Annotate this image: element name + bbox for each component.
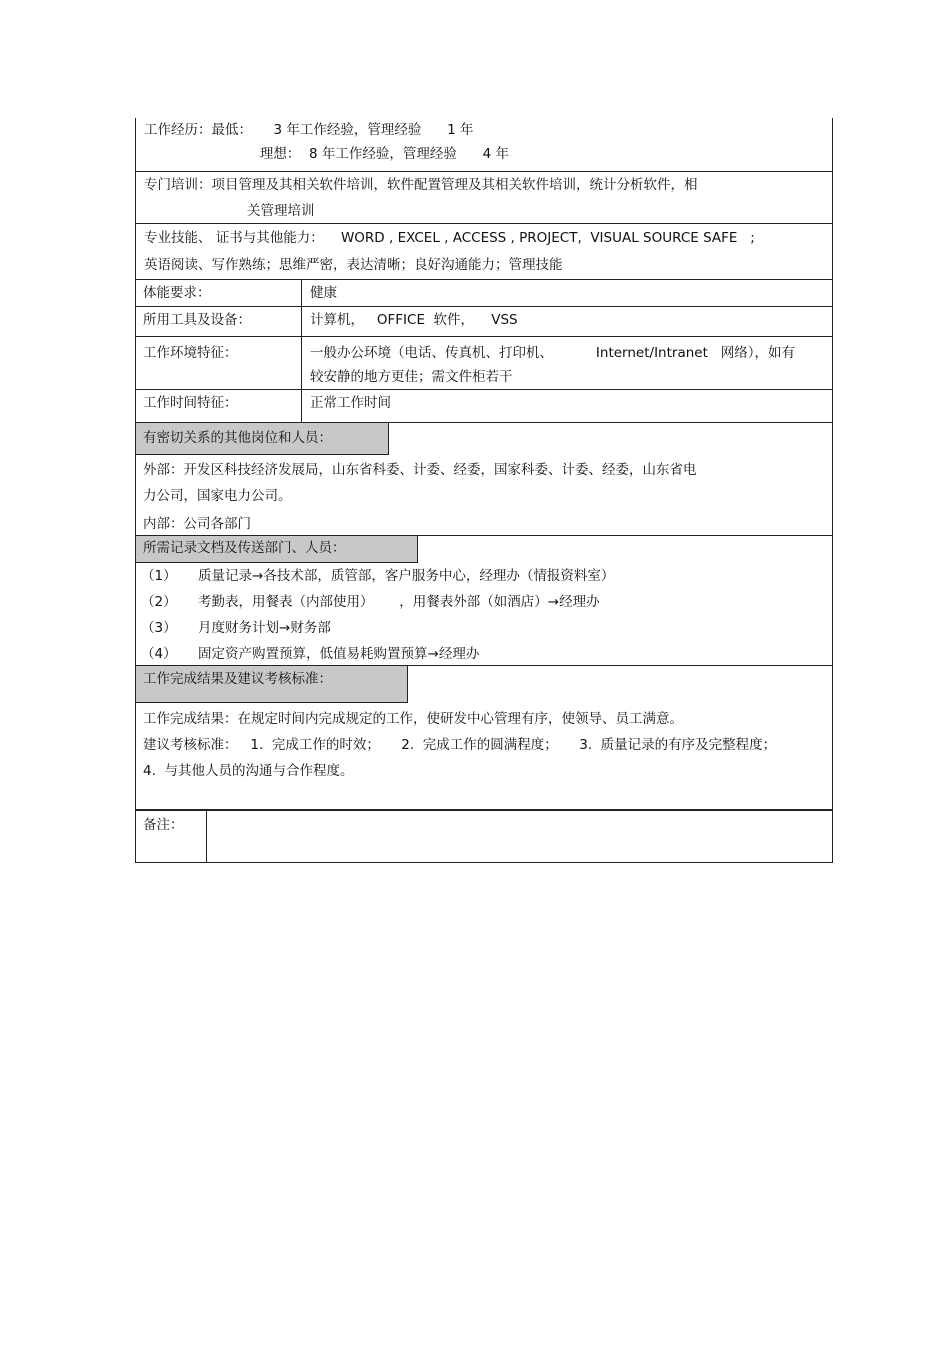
experience-ideal: 理想： 8 年工作经验，管理经验 4 年 [144,146,509,162]
contacts-body [136,455,832,537]
environment-value-line-2: 较安静的地方更佳；需文件柜若干 [310,369,513,385]
results-header: 工作完成结果及建议考核标准： [136,666,408,703]
tools-row [135,307,833,337]
environment-row [135,337,833,390]
documents-section [135,536,833,666]
worktime-value: 正常工作时间 [310,395,391,411]
skills-line-2: 英语阅读、写作熟练；思维严密，表达清晰；良好沟通能力；管理技能 [144,257,563,273]
physical-row [135,280,833,307]
results-line-3: 4. 与其他人员的沟通与合作程度。 [143,763,354,779]
results-body [136,703,832,784]
training-section [135,172,833,224]
remarks-row [135,810,833,863]
contacts-section [135,423,833,536]
physical-label: 体能要求： [136,280,302,306]
documents-list [136,563,832,667]
training-line-2: 关管理培训 [144,203,315,219]
environment-value [302,337,832,389]
environment-value-line-1: 一般办公环境（电话、传真机、打印机、 Internet/Intranet 网络），如有 [310,345,795,361]
contacts-header: 有密切关系的其他岗位和人员： [136,423,389,455]
training-line-1: 专门培训：项目管理及其相关软件培训，软件配置管理及其相关软件培训，统计分析软件，相 [144,177,698,193]
experience-section [135,118,833,172]
skills-section [135,224,833,280]
documents-item-4: （4） 固定资产购置预算，低值易耗购置预算→经理办 [141,646,480,662]
remarks-value [207,811,832,862]
documents-item-3: （3） 月度财务计划→财务部 [141,620,331,636]
results-line-1: 工作完成结果：在规定时间内完成规定的工作，使研发中心管理有序，使领导、员工满意。 [143,711,683,727]
contacts-external-line-1: 外部：开发区科技经济发展局，山东省科委、计委、经委，国家科委、计委、经委，山东省电 [143,462,697,478]
contacts-external-line-2: 力公司，国家电力公司。 [143,488,292,504]
environment-label: 工作环境特征： [136,337,302,389]
results-section [135,666,833,810]
results-line-2: 建议考核标准： 1. 完成工作的时效； 2. 完成工作的圆满程度； 3. 质量记录的有序及完整程度； [143,737,777,753]
job-description-table [135,118,833,863]
physical-value: 健康 [310,285,337,301]
worktime-row [135,390,833,423]
documents-header: 所需记录文档及传送部门、人员： [136,536,418,563]
worktime-label: 工作时间特征： [136,390,302,422]
documents-item-1: （1） 质量记录→各技术部，质管部，客户服务中心，经理办（情报资料室） [141,568,615,584]
tools-label: 所用工具及设备： [136,307,302,336]
documents-item-2: （2） 考勤表，用餐表（内部使用） ，用餐表外部（如酒店）→经理办 [141,594,600,610]
contacts-internal: 内部：公司各部门 [143,516,251,532]
remarks-label: 备注： [136,811,207,862]
skills-line-1: 专业技能、 证书与其他能力： WORD , EXCEL , ACCESS , PROJECT, VISUAL SOURCE SAFE ; [144,230,755,246]
tools-value: 计算机， OFFICE 软件， VSS [310,312,518,328]
experience-min: 工作经历：最低： 3 年工作经验，管理经验 1 年 [144,122,474,138]
